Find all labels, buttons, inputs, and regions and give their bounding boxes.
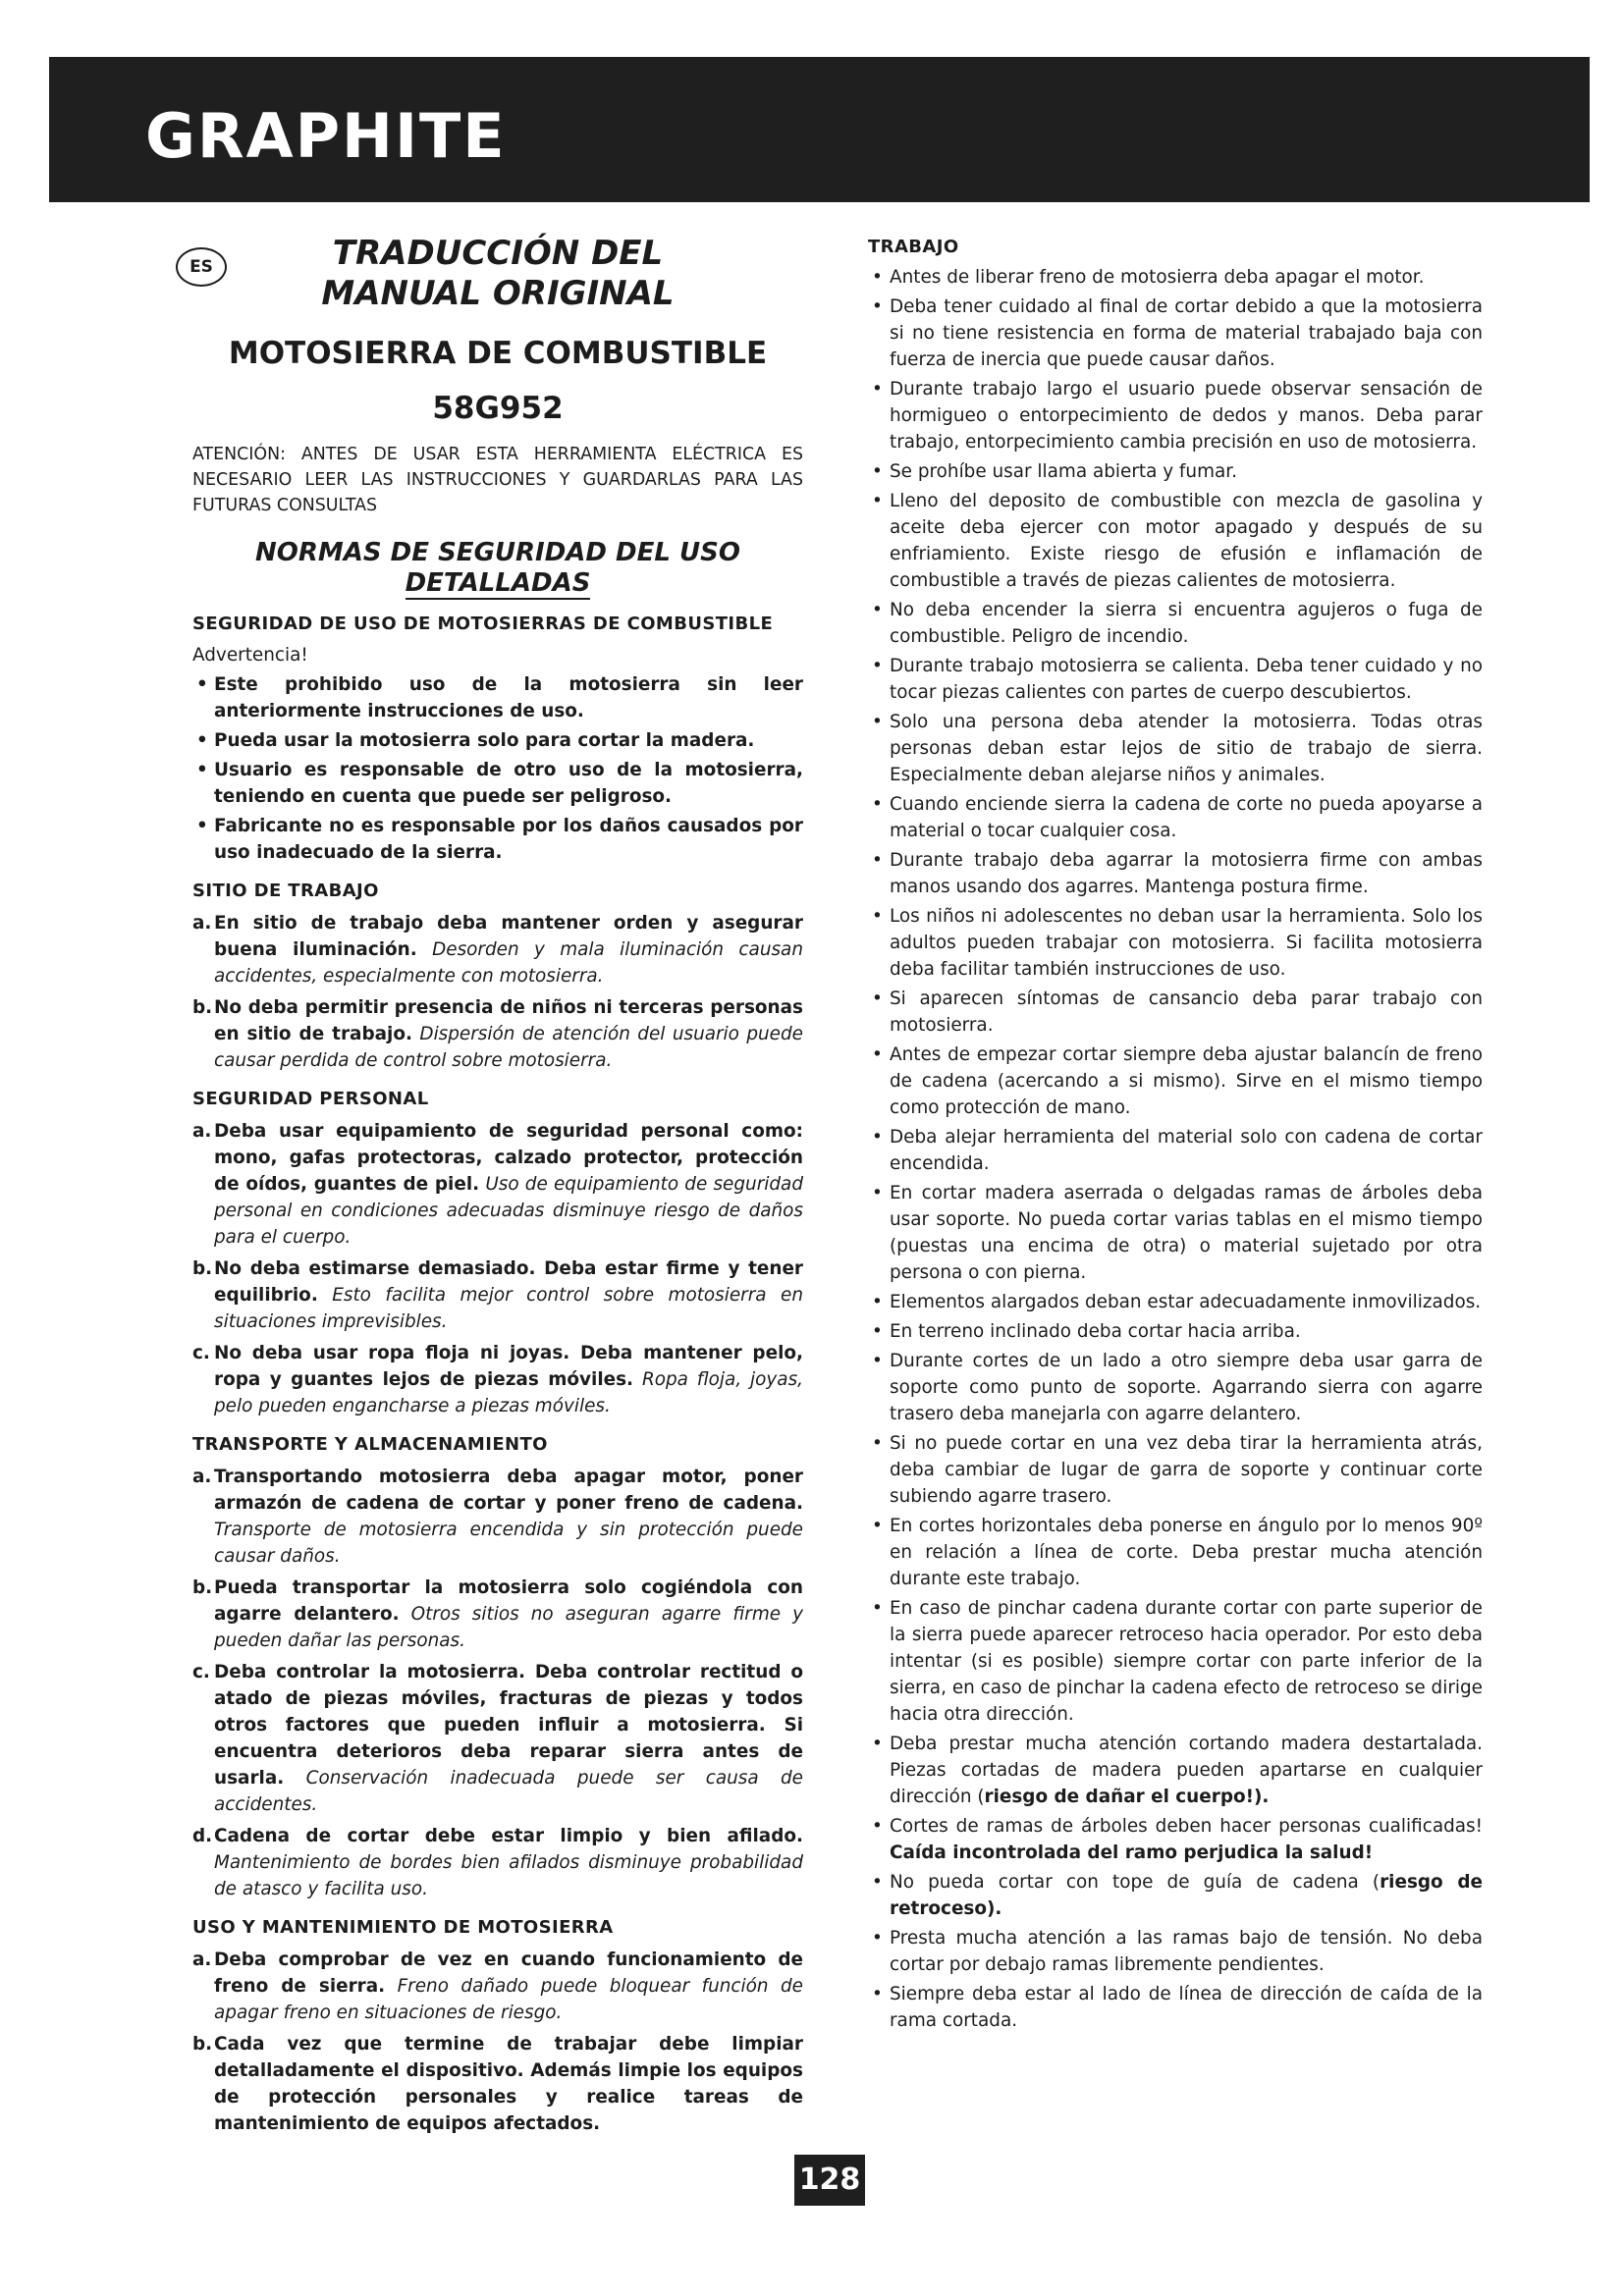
item-italic-text: Desorden y mala iluminación causan accidentes, especialmente con motosierra. <box>214 939 803 987</box>
item-text: En terreno inclinado deba cortar hacia arriba. <box>890 1321 1301 1342</box>
list-item: • Pueda usar la motosierra solo para cortar la madera. <box>192 727 803 754</box>
item-italic-text: Esto facilita mejor control sobre motosierra en situaciones imprevisibles. <box>214 1285 803 1332</box>
item-label: c. <box>192 1343 210 1363</box>
list-item <box>868 1348 1483 1427</box>
list-item <box>868 376 1483 455</box>
item-label: a. <box>192 913 212 934</box>
list-item <box>192 1575 803 1654</box>
item-label: d. <box>192 1826 213 1846</box>
item-text: No deba encender la sierra si encuentra agujeros o fuga de combustible. Peligro de incendio. <box>890 600 1483 647</box>
item-bold-text: No deba permitir presencia de niños ni terceras personas en sitio de trabajo. <box>214 997 803 1044</box>
section-heading: SEGURIDAD PERSONAL <box>192 1089 429 1109</box>
list-item <box>868 1180 1483 1286</box>
item-bold-text: Deba controlar la motosierra. Deba controlar rectitud o atado de piezas móviles, fracturas de piezas y todos otros factores que pueden influir a motosierra. Si encuentra deterioros deba reparar sierra antes de usarla. <box>214 1662 803 1789</box>
list-item <box>192 1118 803 1251</box>
item-bold-text: Deba comprobar de vez en cuando funcionamiento de freno de sierra. <box>214 1949 803 1997</box>
list-item <box>868 1869 1483 1922</box>
list-item <box>192 994 803 1074</box>
brand-logo: GRAPHITE <box>145 100 507 172</box>
list-item <box>868 1124 1483 1177</box>
lettered-list <box>192 1118 803 1419</box>
norms-heading <box>192 538 803 599</box>
model-number: 58G952 <box>432 391 564 426</box>
item-text: Siempre deba estar al lado de línea de dirección de caída de la rama cortada. <box>890 1984 1483 2031</box>
doc-title-line-2: MANUAL ORIGINAL <box>321 274 675 313</box>
item-text: Deba tener cuidado al final de cortar debido a que la motosierra si no tiene resistencia en forma de material trabajado baja con fuerza de inercia que puede causar daños. <box>890 296 1483 370</box>
item-text: Antes de empezar cortar siempre deba ajustar balancín de freno de cadena (acercando a si mismo). Sirve en el mismo tiempo como protección de mano. <box>890 1044 1483 1118</box>
item-text: Elementos alargados deban estar adecuadamente inmovilizados. <box>890 1292 1482 1312</box>
list-item <box>868 791 1483 844</box>
item-bold-text: Cadena de cortar debe estar limpio y bien afilado. <box>214 1826 803 1846</box>
list-item <box>868 597 1483 650</box>
item-italic-text: Uso de equipamiento de seguridad personal en condiciones adecuadas disminuye riesgo de daños para el cuerpo. <box>214 1174 803 1248</box>
item-label: a. <box>192 1121 212 1142</box>
item-text: No pueda cortar con tope de guía de cadena ( <box>890 1872 1380 1893</box>
bullet-list <box>192 671 803 866</box>
list-item <box>192 1823 803 1902</box>
item-bold-text: riesgo de dañar el cuerpo!). <box>984 1787 1270 1807</box>
list-item: • Fabricante no es responsable por los daños causados por uso inadecuado de la sierra. <box>192 813 803 866</box>
list-item: • Usuario es responsable de otro uso de la motosierra, teniendo en cuenta que puede ser peligroso. <box>192 757 803 810</box>
item-text: Lleno del deposito de combustible con mezcla de gasolina y aceite deba ejercer con motor apagado y después de su enfriamiento. Existe riesgo de efusión e inflamación de combustible a través de piezas calientes de motosierra. <box>890 491 1483 591</box>
list-item <box>868 1925 1483 1978</box>
list-item <box>868 294 1483 373</box>
item-text: Antes de liberar freno de motosierra deba apagar el motor. <box>890 267 1425 288</box>
list-item <box>868 1731 1483 1810</box>
item-bold-text: Pueda transportar la motosierra solo cogiéndola con agarre delantero. <box>214 1577 803 1625</box>
list-item: • Este prohibido uso de la motosierra sin leer anteriormente instrucciones de uso. <box>192 671 803 724</box>
lettered-list <box>192 910 803 1074</box>
list-item <box>192 910 803 989</box>
item-bold-text: riesgo de retroceso). <box>890 1872 1483 1919</box>
item-italic-text: Conservación inadecuada puede ser causa de accidentes. <box>214 1768 803 1815</box>
item-text: Deba alejar herramienta del material solo con cadena de cortar encendida. <box>890 1127 1483 1174</box>
list-item <box>868 903 1483 983</box>
item-text: Presta mucha atención a las ramas bajo de tensión. No deba cortar por debajo ramas libremente pendientes. <box>890 1928 1483 1975</box>
list-item <box>868 1318 1483 1345</box>
item-text: En cortes horizontales deba ponerse en ángulo por lo menos 90º en relación a línea de corte. Deba prestar mucha atención durante este trabajo. <box>890 1516 1483 1589</box>
list-item <box>192 1340 803 1419</box>
item-bold-text: Transportando motosierra deba apagar motor, poner armazón de cadena de cortar y poner freno de cadena. <box>214 1467 803 1514</box>
item-italic-text: Ropa floja, joyas, pelo pueden engancharse a piezas móviles. <box>214 1369 803 1416</box>
lettered-list <box>192 1947 803 2137</box>
item-text: Durante trabajo motosierra se calienta. Deba tener cuidado y no tocar piezas calientes con partes de cuerpo descubiertos. <box>890 656 1483 703</box>
list-item <box>868 986 1483 1039</box>
item-bold-text: Deba usar equipamiento de seguridad personal como: mono, gafas protectoras, calzado protector, protección de oídos, guantes de piel. <box>214 1121 803 1195</box>
section-heading: SEGURIDAD DE USO DE MOTOSIERRAS DE COMBUSTIBLE <box>192 614 774 634</box>
section-heading: TRABAJO <box>868 237 959 257</box>
list-item <box>868 1513 1483 1592</box>
language-badge: ES <box>176 247 227 287</box>
item-label: b. <box>192 997 213 1018</box>
list-item <box>192 1947 803 2026</box>
list-item <box>868 653 1483 706</box>
item-label: c. <box>192 1662 210 1682</box>
item-bold-text: En sitio de trabajo deba mantener orden y asegurar buena iluminación. <box>214 913 803 960</box>
item-label: b. <box>192 1577 213 1598</box>
lettered-list <box>192 1464 803 1902</box>
list-item <box>868 1430 1483 1510</box>
list-item <box>868 458 1483 485</box>
item-label: a. <box>192 1949 212 1970</box>
list-item <box>868 847 1483 900</box>
list-item <box>868 1981 1483 2034</box>
item-italic-text: Freno dañado puede bloquear función de apagar freno en situaciones de riesgo. <box>214 1976 803 2023</box>
item-italic-text: Transporte de motosierra encendida y sin protección puede causar daños. <box>214 1520 803 1567</box>
item-bold-text: No deba usar ropa floja ni joyas. Deba mantener pelo, ropa y guantes lejos de piezas móviles. <box>214 1343 803 1390</box>
item-label: b. <box>192 1258 213 1279</box>
item-text: Deba prestar mucha atención cortando madera destartalada. Piezas cortadas de madera pueden apartarse en cualquier dirección ( <box>890 1734 1483 1807</box>
item-text: Se prohíbe usar llama abierta y fumar. <box>890 461 1237 482</box>
item-bold-text: Caída incontrolada del ramo perjudica la salud! <box>890 1842 1374 1863</box>
norms-heading-line-1: NORMAS DE SEGURIDAD DEL USO <box>255 538 740 567</box>
norms-heading-line-2: DETALLADAS <box>405 568 591 598</box>
list-item <box>868 1595 1483 1728</box>
list-item <box>192 1464 803 1570</box>
list-item <box>192 1659 803 1818</box>
item-text: Solo una persona deba atender la motosierra. Todas otras personas deban estar lejos de sitio de trabajo de sierra. Especialmente deban alejarse niños y animales. <box>890 712 1483 785</box>
list-item <box>868 709 1483 788</box>
item-text: Si aparecen síntomas de cansancio deba parar trabajo con motosierra. <box>890 988 1483 1036</box>
item-text: Cuando enciende sierra la cadena de corte no pueda apoyarse a material o tocar cualquier cosa. <box>890 794 1483 841</box>
item-italic-text: Otros sitios no aseguran agarre firme y pueden dañar las personas. <box>214 1604 803 1651</box>
section-heading: SITIO DE TRABAJO <box>192 881 379 901</box>
right-column <box>868 234 1483 2034</box>
item-label: a. <box>192 1467 212 1487</box>
list-item <box>868 488 1483 594</box>
item-bold-text: No deba estimarse demasiado. Deba estar firme y tener equilibrio. <box>214 1258 803 1306</box>
list-item <box>868 1813 1483 1866</box>
item-text: Los niños ni adolescentes no deban usar la herramienta. Solo los adultos pueden trabajar con motosierra. Si facilita motosierra deba facilitar también instrucciones de uso. <box>890 906 1483 980</box>
item-text: Durante trabajo deba agarrar la motosierra firme con ambas manos usando dos agarres. Mantenga postura firme. <box>890 850 1483 897</box>
list-item <box>192 1255 803 1335</box>
list-item <box>868 1041 1483 1121</box>
product-title: MOTOSIERRA DE COMBUSTIBLE <box>228 336 768 371</box>
section-heading: USO Y MANTENIMIENTO DE MOTOSIERRA <box>192 1917 614 1938</box>
list-item <box>192 2031 803 2137</box>
item-italic-text: Mantenimiento de bordes bien afilados disminuye probabilidad de atasco y facilita uso. <box>214 1852 803 1899</box>
warning-label: Advertencia! <box>192 645 308 666</box>
item-text: En caso de pinchar cadena durante cortar con parte superior de la sierra puede aparecer retroceso hacia operador. Por esto deba intentar (si es posible) siempre cortar con parte inferior de la sierra, en caso de pinchar la cadena efecto de retroceso se dirige hacia otra dirección. <box>890 1598 1483 1725</box>
title-block <box>189 234 803 428</box>
item-text: En cortar madera aserrada o delgadas ramas de árboles deba usar soporte. No pueda cortar varias tablas en el mismo tiempo (puestas una encima de otra) o material sujetado por otra persona o con pierna. <box>890 1183 1483 1283</box>
item-text: Durante cortes de un lado a otro siempre deba usar garra de soporte como punto de soporte. Agarrando sierra con agarre trasero deba manejarla con agarre delantero. <box>890 1351 1483 1424</box>
item-label: b. <box>192 2034 213 2055</box>
item-bold-text: Cada vez que termine de trabajar debe limpiar detalladamente el dispositivo. Además limpie los equipos de protección personales y realice tareas de mantenimiento de equipos afectados. <box>214 2034 803 2134</box>
page-number: 128 <box>794 2155 865 2206</box>
left-column <box>189 234 803 2137</box>
list-item <box>868 1289 1483 1315</box>
warning-notice: ATENCIÓN: ANTES DE USAR ESTA HERRAMIENTA ELÉCTRICA ES NECESARIO LEER LAS INSTRUCCIONES Y GUARDARLAS PARA LAS FUTURAS CONSULTAS <box>192 445 803 515</box>
item-text: Cortes de ramas de árboles deben hacer personas cualificadas! <box>890 1816 1483 1837</box>
list-item <box>868 264 1483 291</box>
item-text: Si no puede cortar en una vez deba tirar la herramienta atrás, deba cambiar de lugar de garra de soporte y continuar corte subiendo agarre trasero. <box>890 1433 1483 1507</box>
doc-title-line-1: TRADUCCIÓN DEL <box>332 234 664 273</box>
item-text: Durante trabajo largo el usuario puede observar sensación de hormigueo o entorpecimiento de dedos y manos. Deba parar trabajo, entorpecimiento cambia precisión en uso de motosierra. <box>890 379 1483 453</box>
item-italic-text: Dispersión de atención del usuario puede causar perdida de control sobre motosierra. <box>214 1024 803 1071</box>
bullet-list <box>868 264 1483 2034</box>
section-heading: TRANSPORTE Y ALMACENAMIENTO <box>192 1434 548 1455</box>
